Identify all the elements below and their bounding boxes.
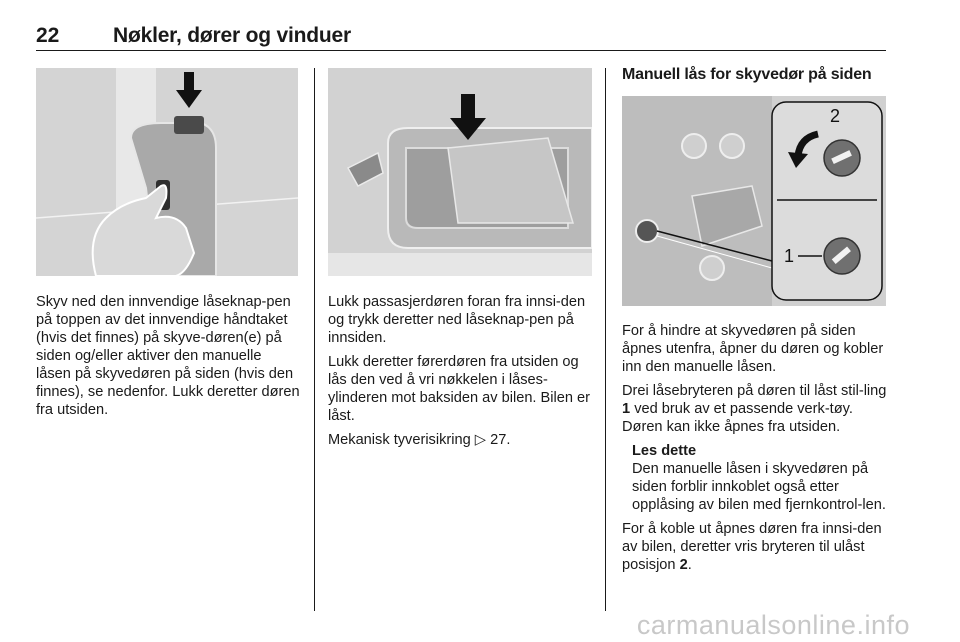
triangle-arrow-icon[interactable]: ▷	[474, 432, 487, 448]
paragraph-lock-knob: Skyv ned den innvendige låseknap-pen på toppen av det innvendige håndtaket (hvis det finnes) på skyve-døren(e) på siden og/eller aktiver den manuelle låsen på skyvedøren på siden (hvis den finnes), se nedenfor. Lukk deretter døren fra utsiden.	[36, 294, 300, 418]
lock-unlocked-icon	[824, 140, 860, 176]
figure-lock-knob-hand	[36, 68, 298, 276]
lock-locked-icon	[824, 238, 860, 274]
figure-sliding-door-lock	[622, 96, 886, 306]
page-number: 22	[36, 24, 60, 47]
column-1-text	[36, 293, 300, 425]
disengage-text-a: For å koble ut åpnes døren fra innsi-den av bilen, deretter vris bryteren til ulåst posisjon	[622, 521, 882, 573]
anti-theft-label: Mekanisk tyverisikring	[328, 432, 471, 448]
paragraph-passenger-door: Lukk passasjerdøren foran fra innsi-den og trykk deretter ned låseknap-pen på innsiden.	[328, 294, 586, 346]
turn-switch-text-a: Drei låsebryteren på døren til låst stil-ling	[622, 383, 887, 399]
header-divider	[36, 50, 886, 51]
page-title: Nøkler, dører og vinduer	[113, 24, 351, 47]
paragraph-prevent-opening: For å hindre at skyvedøren på siden åpnes utenfra, åpner du døren og kobler inn den manuelle låsen.	[622, 323, 884, 375]
note-box	[632, 442, 888, 514]
watermark: carmanualsonline.info	[636, 610, 910, 640]
note-body: Den manuelle låsen i skyvedøren på siden forblir innkoblet også etter opplåsing av bilen med fjernkontrol-len.	[632, 461, 886, 513]
paragraph-driver-door: Lukk deretter førerdøren fra utsiden og lås den ved å vri nøkkelen i låses-ylinderen mot baksiden av bilen. Bilen er låst.	[328, 354, 591, 424]
turn-switch-text-b: ved bruk av et passende verk-tøy. Døren kan ikke åpnes fra utsiden.	[622, 401, 853, 435]
figure-label-1: 1	[784, 246, 795, 266]
paragraph-disengage	[622, 520, 888, 574]
column-3-text	[622, 322, 888, 580]
paragraph-turn-switch	[622, 382, 888, 436]
column-divider-left	[314, 68, 315, 611]
column-divider-right	[605, 68, 606, 611]
paragraph-anti-theft	[328, 431, 594, 449]
note-title: Les dette	[632, 443, 697, 459]
disengage-text-b: .	[687, 557, 692, 573]
figure-label-2: 2	[830, 106, 841, 126]
position-number-1: 1	[622, 401, 631, 417]
figure-interior-handle	[328, 68, 592, 276]
page-reference-link[interactable]: 27.	[490, 432, 511, 448]
section-heading: Manuell lås for skyvedør på siden	[622, 66, 872, 83]
position-number-2: 2	[679, 557, 688, 573]
column-2-text	[328, 293, 594, 455]
